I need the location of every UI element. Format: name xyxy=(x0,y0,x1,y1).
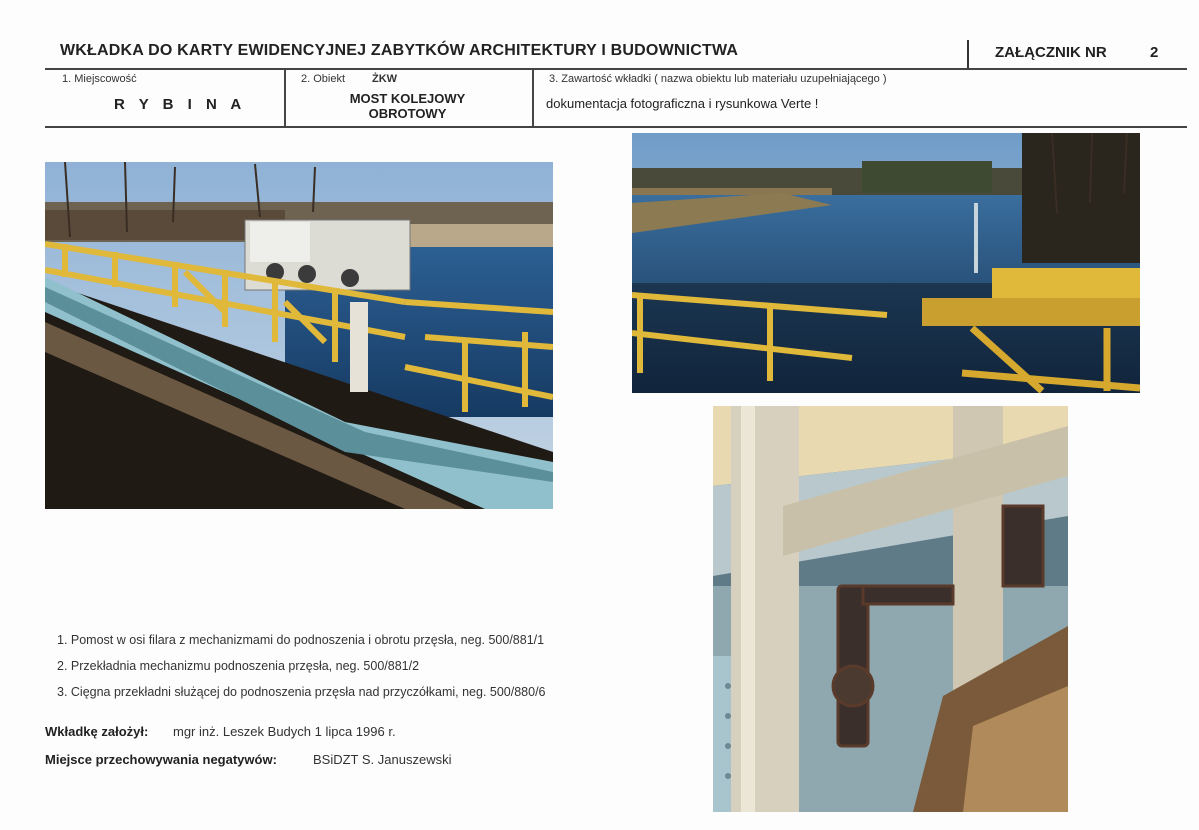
storage-value: BSiDZT S. Januszewski xyxy=(313,752,452,767)
founder-value: mgr inż. Leszek Budych 1 lipca 1996 r. xyxy=(173,724,396,739)
caption-1: 1. Pomost w osi filara z mechanizmami do podnoszenia i obrotu przęsła, neg. 500/881/1 xyxy=(57,633,545,647)
locality-value: R Y B I N A xyxy=(114,96,247,113)
header-divider xyxy=(967,40,969,68)
object-code: ŻKW xyxy=(372,73,398,85)
document-title: WKŁADKA DO KARTY EWIDENCYJNEJ ZABYTKÓW ARCHITEKTURY I BUDOWNICTWA xyxy=(60,42,739,59)
photo-captions xyxy=(57,627,546,705)
header-rule-bottom xyxy=(45,126,1187,128)
field-divider-1 xyxy=(284,68,286,128)
object-name: MOST KOLEJOWY OBROTOWY xyxy=(349,91,466,121)
contents-label: 3. Zawartość wkładki ( nazwa obiektu lub materiału uzupełniającego ) xyxy=(549,73,887,85)
annex-label: ZAŁĄCZNIK NR xyxy=(995,44,1107,61)
annex-number: 2 xyxy=(1150,44,1159,61)
caption-3: 3. Cięgna przekładni służącej do podnoszenia przęsła nad przyczółkami, neg. 500/880/6 xyxy=(57,685,546,699)
header-rule-top xyxy=(45,68,1187,70)
locality-label: 1. Miejscowość xyxy=(62,73,137,85)
field-divider-2 xyxy=(532,68,534,128)
photo-platform-mechanisms xyxy=(45,162,553,509)
photo-river-view xyxy=(632,133,1140,393)
storage-label: Miejsce przechowywania negatywów: xyxy=(45,752,277,767)
contents-value: dokumentacja fotograficzna i rysunkowa Verte ! xyxy=(546,96,819,111)
object-label: 2. Obiekt xyxy=(301,73,346,85)
founder-label: Wkładkę założył: xyxy=(45,724,149,739)
caption-2: 2. Przekładnia mechanizmu podnoszenia przęsła, neg. 500/881/2 xyxy=(57,659,420,673)
photo-transmission-closeup xyxy=(713,406,1068,812)
